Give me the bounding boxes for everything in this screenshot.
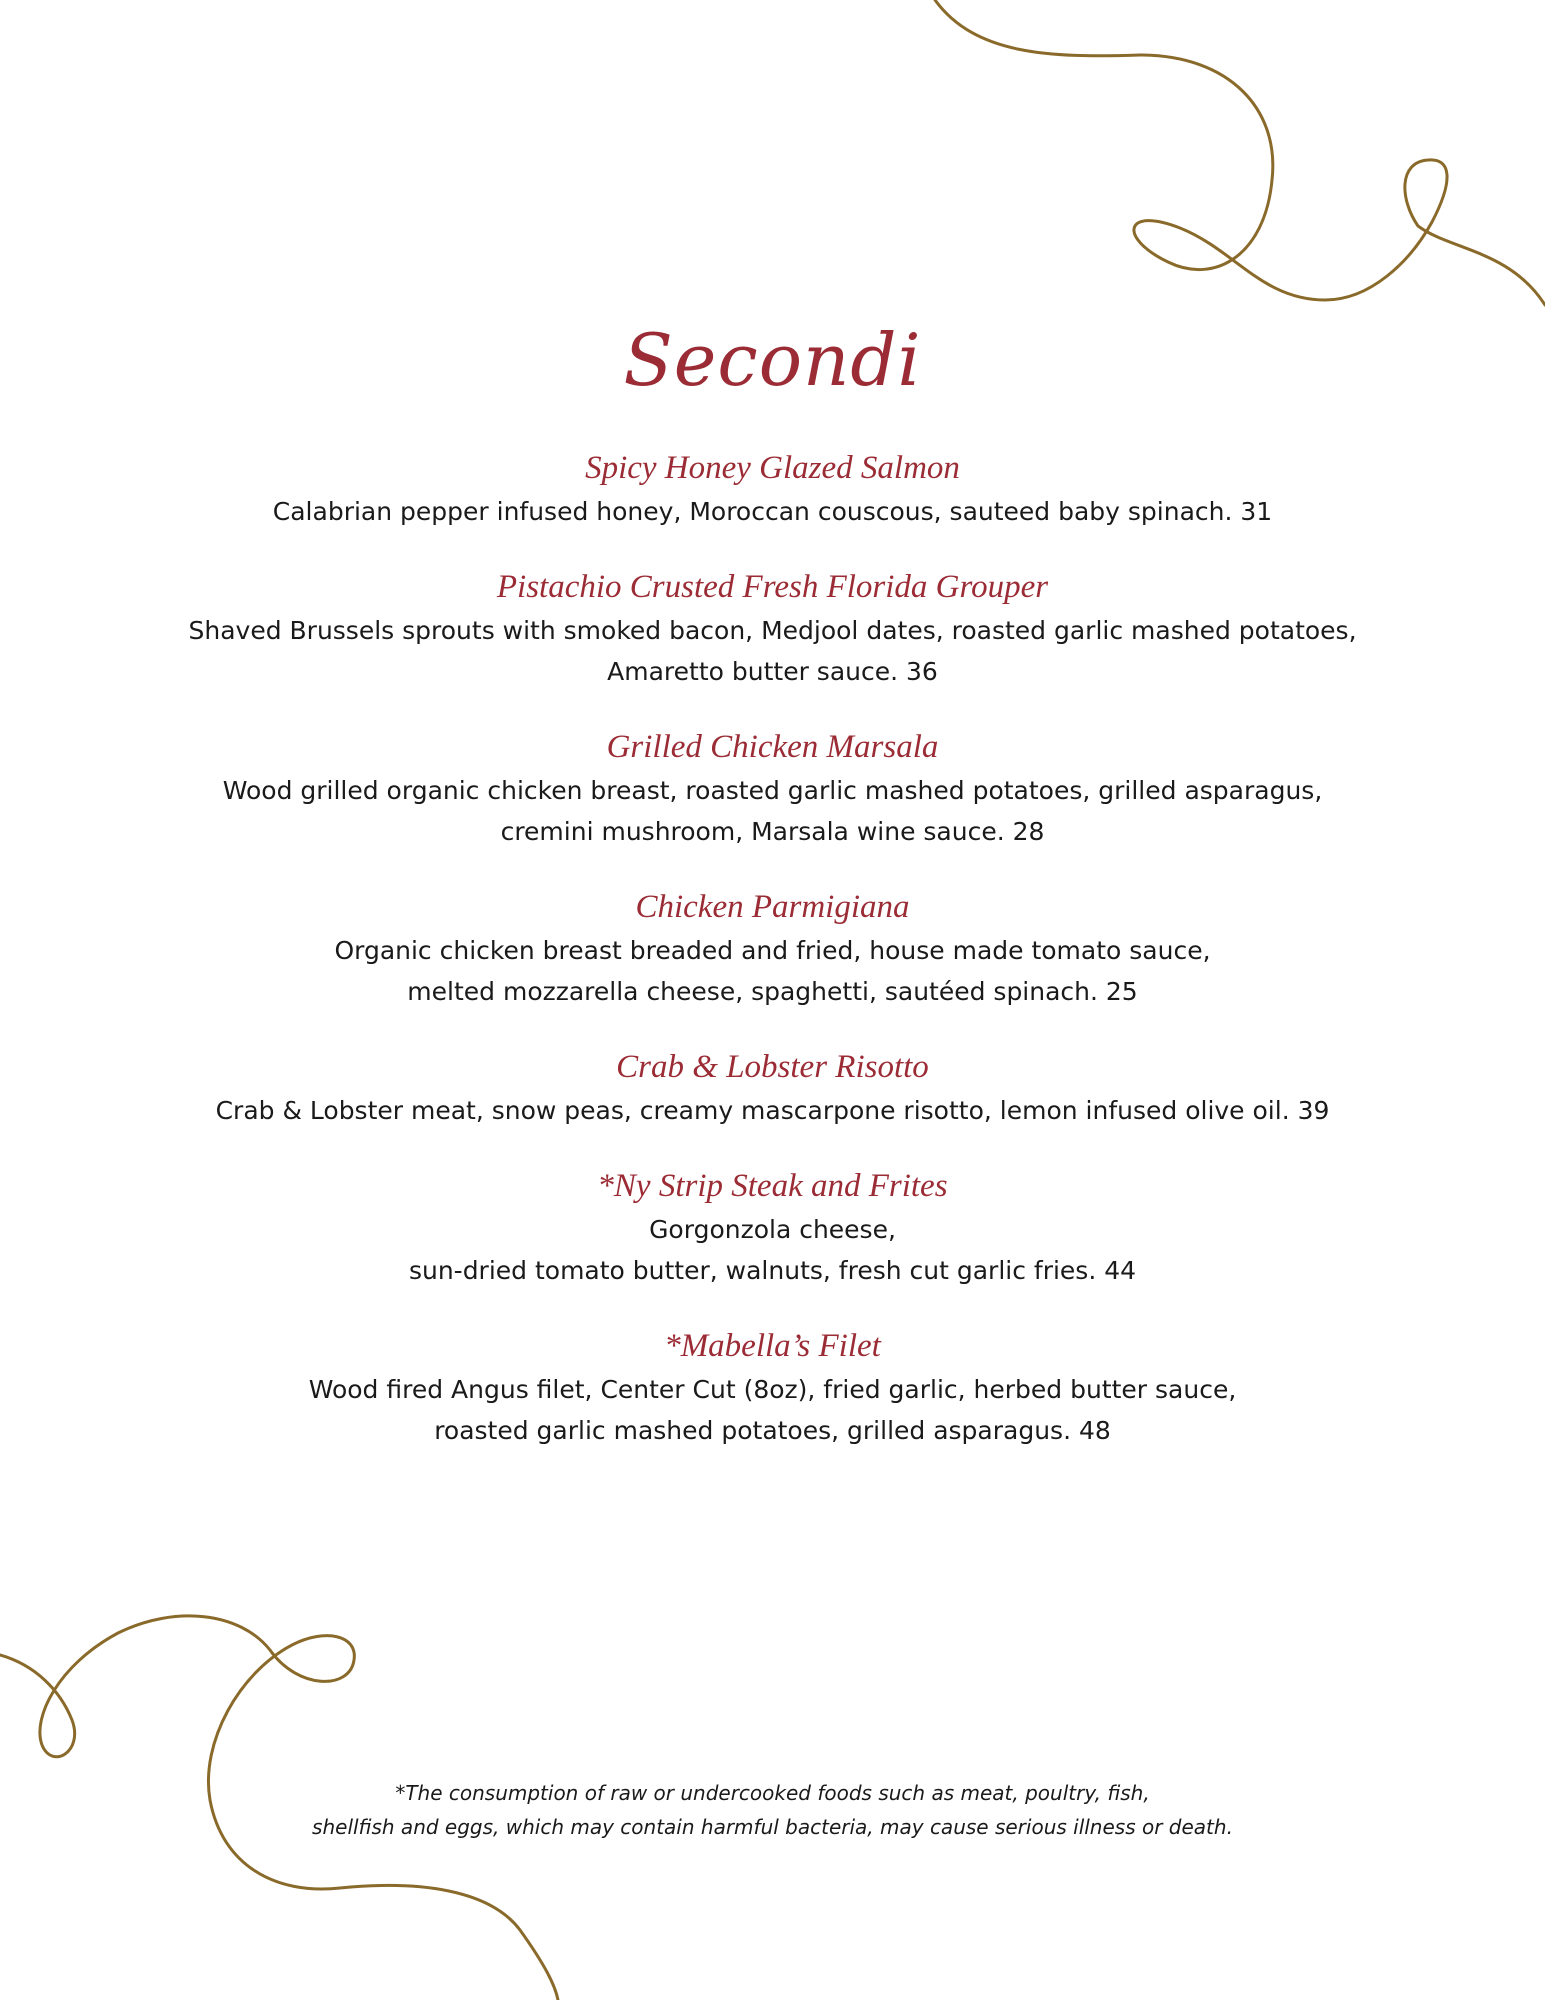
menu-item-name: Crab & Lobster Risotto (616, 1049, 929, 1085)
raw-food-disclaimer (0, 1776, 1545, 1844)
menu-item-description: Amaretto butter sauce. 36 (607, 657, 938, 686)
menu-item-name: Grilled Chicken Marsala (606, 729, 939, 765)
menu-item-name: Pistachio Crusted Fresh Florida Grouper (496, 569, 1049, 605)
menu-item-description: Crab & Lobster meat, snow peas, creamy mascarpone risotto, lemon infused olive oil. 39 (215, 1096, 1330, 1125)
menu-item-description: Calabrian pepper infused honey, Moroccan couscous, sauteed baby spinach. 31 (272, 497, 1273, 526)
menu-item-description: Organic chicken breast breaded and fried, house made tomato sauce, (334, 936, 1211, 965)
menu-item (100, 724, 1445, 852)
menu-item-description: Gorgonzola cheese, (649, 1215, 896, 1244)
menu-item-description: Wood grilled organic chicken breast, roasted garlic mashed potatoes, grilled asparagus, (222, 776, 1323, 805)
menu-item-name: Chicken Parmigiana (635, 889, 910, 925)
menu-item (100, 445, 1445, 532)
menu-item (100, 564, 1445, 692)
disclaimer-line: shellfish and eggs, which may contain harmful bacteria, may cause serious illness or death. (312, 1815, 1233, 1839)
menu-item-name: *Mabella’s Filet (664, 1328, 881, 1364)
menu-item-description: roasted garlic mashed potatoes, grilled asparagus. 48 (434, 1416, 1111, 1445)
menu-item-description: Wood fired Angus filet, Center Cut (8oz), fried garlic, herbed butter sauce, (308, 1375, 1237, 1404)
menu-item-name: *Ny Strip Steak and Frites (597, 1168, 948, 1204)
menu-items-list (100, 445, 1445, 1483)
menu-item (100, 884, 1445, 1012)
menu-item-description: Shaved Brussels sprouts with smoked bacon, Medjool dates, roasted garlic mashed potatoes, (188, 616, 1357, 645)
menu-item-description: melted mozzarella cheese, spaghetti, sautéed spinach. 25 (407, 977, 1138, 1006)
disclaimer-line: *The consumption of raw or undercooked foods such as meat, poultry, fish, (395, 1781, 1150, 1805)
menu-item (100, 1323, 1445, 1451)
menu-item (100, 1044, 1445, 1131)
menu-item-name: Spicy Honey Glazed Salmon (585, 450, 960, 486)
menu-item-description: sun-dried tomato butter, walnuts, fresh cut garlic fries. 44 (408, 1256, 1137, 1285)
menu-item (100, 1163, 1445, 1291)
section-title: Secondi (623, 318, 922, 402)
menu-item-description: cremini mushroom, Marsala wine sauce. 28 (500, 817, 1045, 846)
